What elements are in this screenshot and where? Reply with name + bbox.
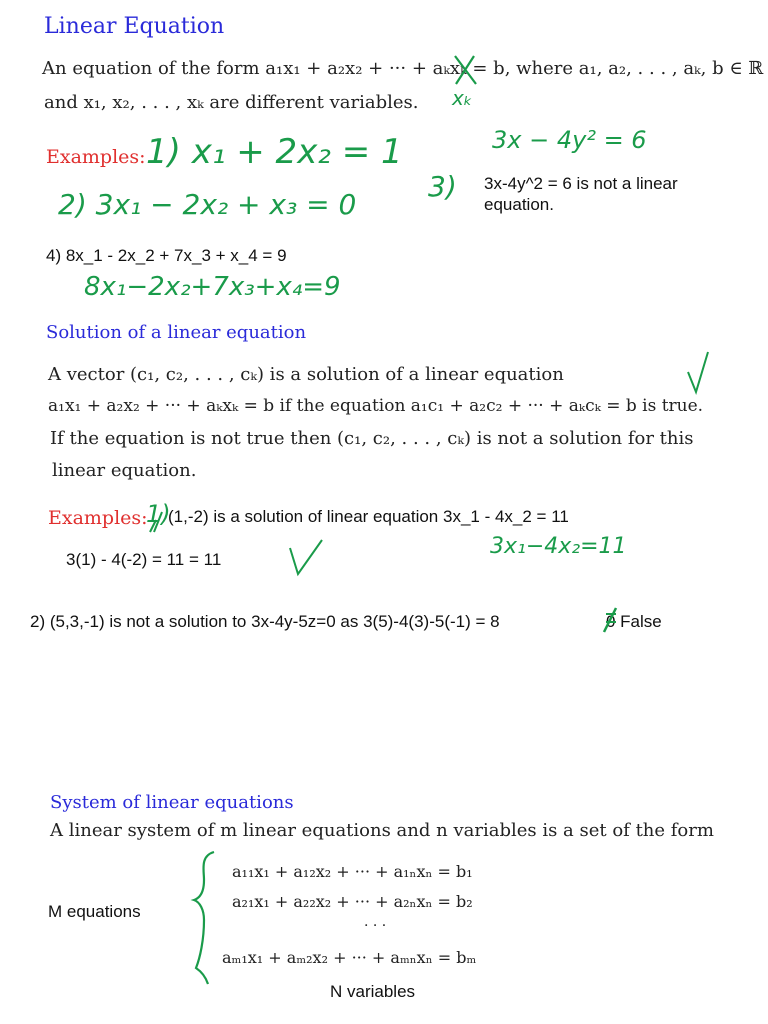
solution-line-2: a₁x₁ + a₂x₂ + ··· + aₖxₖ = b if the equation a₁c₁ + a₂c₂ + ··· + aₖcₖ = b is true.	[48, 396, 704, 416]
solution-line-1: A vector (c₁, c₂, . . . , cₖ) is a solution of a linear equation	[48, 364, 564, 385]
typed-example-3-cont: equation.	[484, 195, 554, 214]
heading-solution: Solution of a linear equation	[46, 322, 307, 343]
system-line-1: A linear system of m linear equations and n variables is a set of the form	[50, 820, 714, 841]
examples-label-1: Examples:	[46, 146, 146, 168]
n-variables-label: N variables	[330, 982, 416, 1001]
typed-example-4: 4) 8x_1 - 2x_2 + 7x_3 + x_4 = 9	[46, 246, 287, 265]
heading-system: System of linear equations	[50, 792, 294, 813]
examples-label-2: Examples:	[48, 507, 148, 529]
system-equation-2: a₂₁x₁ + a₂₂x₂ + ··· + a₂ₙxₙ = b₂	[232, 892, 473, 911]
handwritten-example-2: 2) 3x₁ − 2x₂ + x₃ = 0	[58, 188, 357, 221]
definition-line-2: and x₁, x₂, . . . , xₖ are different variables.	[44, 92, 419, 113]
definition-line-1: An equation of the form a₁x₁ + a₂x₂ + ··· + aₖxₖ = b, where a₁, a₂, . . . , aₖ, b ∈ ℝ	[42, 58, 764, 79]
handwritten-example-3-equation: 3x − 4y² = 6	[492, 126, 647, 154]
handwritten-example-1: 1) x₁ + 2x₂ = 1	[146, 132, 403, 172]
typed-solution-example-2-result: 0 False	[606, 612, 662, 631]
system-equation-1: a₁₁x₁ + a₁₂x₂ + ··· + a₁ₙxₙ = b₁	[232, 862, 473, 881]
m-equations-label: M equations	[48, 902, 141, 921]
brace-icon	[194, 852, 214, 984]
checkmark-icon-2	[290, 540, 322, 574]
typed-example-3: 3x-4y^2 = 6 is not a linear	[484, 174, 678, 193]
handwritten-correction-xk: xₖ	[452, 86, 473, 110]
handwritten-example-3-number: 3)	[428, 170, 457, 203]
handwritten-solution-example-number: 1)	[146, 500, 171, 528]
handwritten-example-4: 8x₁−2x₂+7x₃+x₄=9	[84, 272, 341, 302]
typed-solution-example-1: (1,-2) is a solution of linear equation 3x_1 - 4x_2 = 11	[168, 507, 569, 526]
solution-line-3: If the equation is not true then (c₁, c₂, . . . , cₖ) is not a solution for this	[50, 428, 694, 449]
system-equation-m: aₘ₁x₁ + aₘ₂x₂ + ··· + aₘₙxₙ = bₘ	[222, 948, 477, 967]
checkmark-icon	[688, 352, 708, 392]
solution-line-4: linear equation.	[52, 460, 197, 481]
typed-solution-example-2: 2) (5,3,-1) is not a solution to 3x-4y-5z=0 as 3(5)-4(3)-5(-1) = 8	[30, 612, 500, 631]
handwritten-solution-equation: 3x₁−4x₂=11	[490, 534, 627, 559]
system-dots: · · ·	[364, 918, 387, 934]
typed-solution-check: 3(1) - 4(-2) = 11 = 11	[66, 550, 222, 569]
heading-linear-equation: Linear Equation	[44, 14, 225, 39]
